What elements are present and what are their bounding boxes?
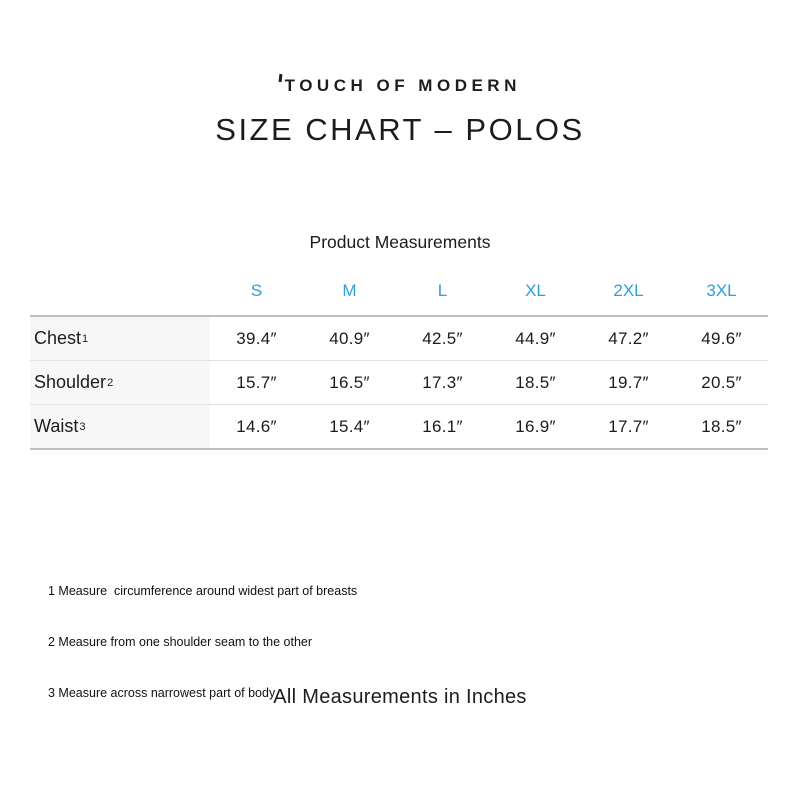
brand-name: TOUCH OF MODERN: [284, 76, 521, 95]
size-col-3xl: 3XL: [706, 281, 737, 300]
table-row-chest: [30, 317, 768, 361]
measurement-value: 16.1″: [422, 416, 463, 436]
measurement-value: 19.7″: [608, 372, 649, 392]
measurements-table: [30, 315, 768, 450]
measurement-value: 18.5″: [701, 416, 742, 436]
measurement-value: 40.9″: [329, 328, 370, 348]
footer-note: All Measurements in Inches: [273, 686, 527, 708]
table-row-waist: [30, 405, 768, 448]
measurement-value: 16.9″: [515, 416, 556, 436]
measurement-value: 17.3″: [422, 372, 463, 392]
footnote-1: 1 Measure circumference around widest part of breasts: [48, 584, 358, 598]
size-col-m: M: [342, 281, 357, 300]
measurement-value: 49.6″: [701, 328, 742, 348]
footnote-3: 3 Measure across narrowest part of body: [48, 686, 276, 700]
row-label-text: Shoulder: [34, 372, 107, 392]
row-label-text: Waist: [34, 416, 79, 436]
measurement-value: 15.7″: [236, 372, 277, 392]
footnote-2: 2 Measure from one shoulder seam to the other: [48, 635, 313, 649]
table-row-shoulder: [30, 361, 768, 405]
size-col-2xl: 2XL: [613, 281, 644, 300]
measurement-value: 14.6″: [236, 416, 277, 436]
measurement-value: 39.4″: [236, 328, 277, 348]
size-header-row: [30, 281, 768, 301]
measurement-value: 17.7″: [608, 416, 649, 436]
brand-mark-icon: [279, 74, 282, 82]
size-col-s: S: [250, 281, 263, 300]
brand-logo: [0, 74, 800, 96]
row-label-waist: Waist 3: [30, 405, 210, 448]
size-header-spacer: [30, 281, 210, 301]
measurement-value: 18.5″: [515, 372, 556, 392]
table-heading: Product Measurements: [309, 232, 491, 252]
measurement-value: 42.5″: [422, 328, 463, 348]
row-label-text: Chest: [34, 328, 82, 348]
measurement-value: 47.2″: [608, 328, 649, 348]
measurement-value: 44.9″: [515, 328, 556, 348]
measurement-value: 15.4″: [329, 416, 370, 436]
row-label-chest: Chest 1: [30, 317, 210, 360]
row-label-shoulder: Shoulder 2: [30, 361, 210, 404]
measurement-value: 16.5″: [329, 372, 370, 392]
measurement-value: 20.5″: [701, 372, 742, 392]
page-title: SIZE CHART – POLOS: [215, 112, 585, 147]
size-col-xl: XL: [525, 281, 546, 300]
size-col-l: L: [437, 281, 448, 300]
